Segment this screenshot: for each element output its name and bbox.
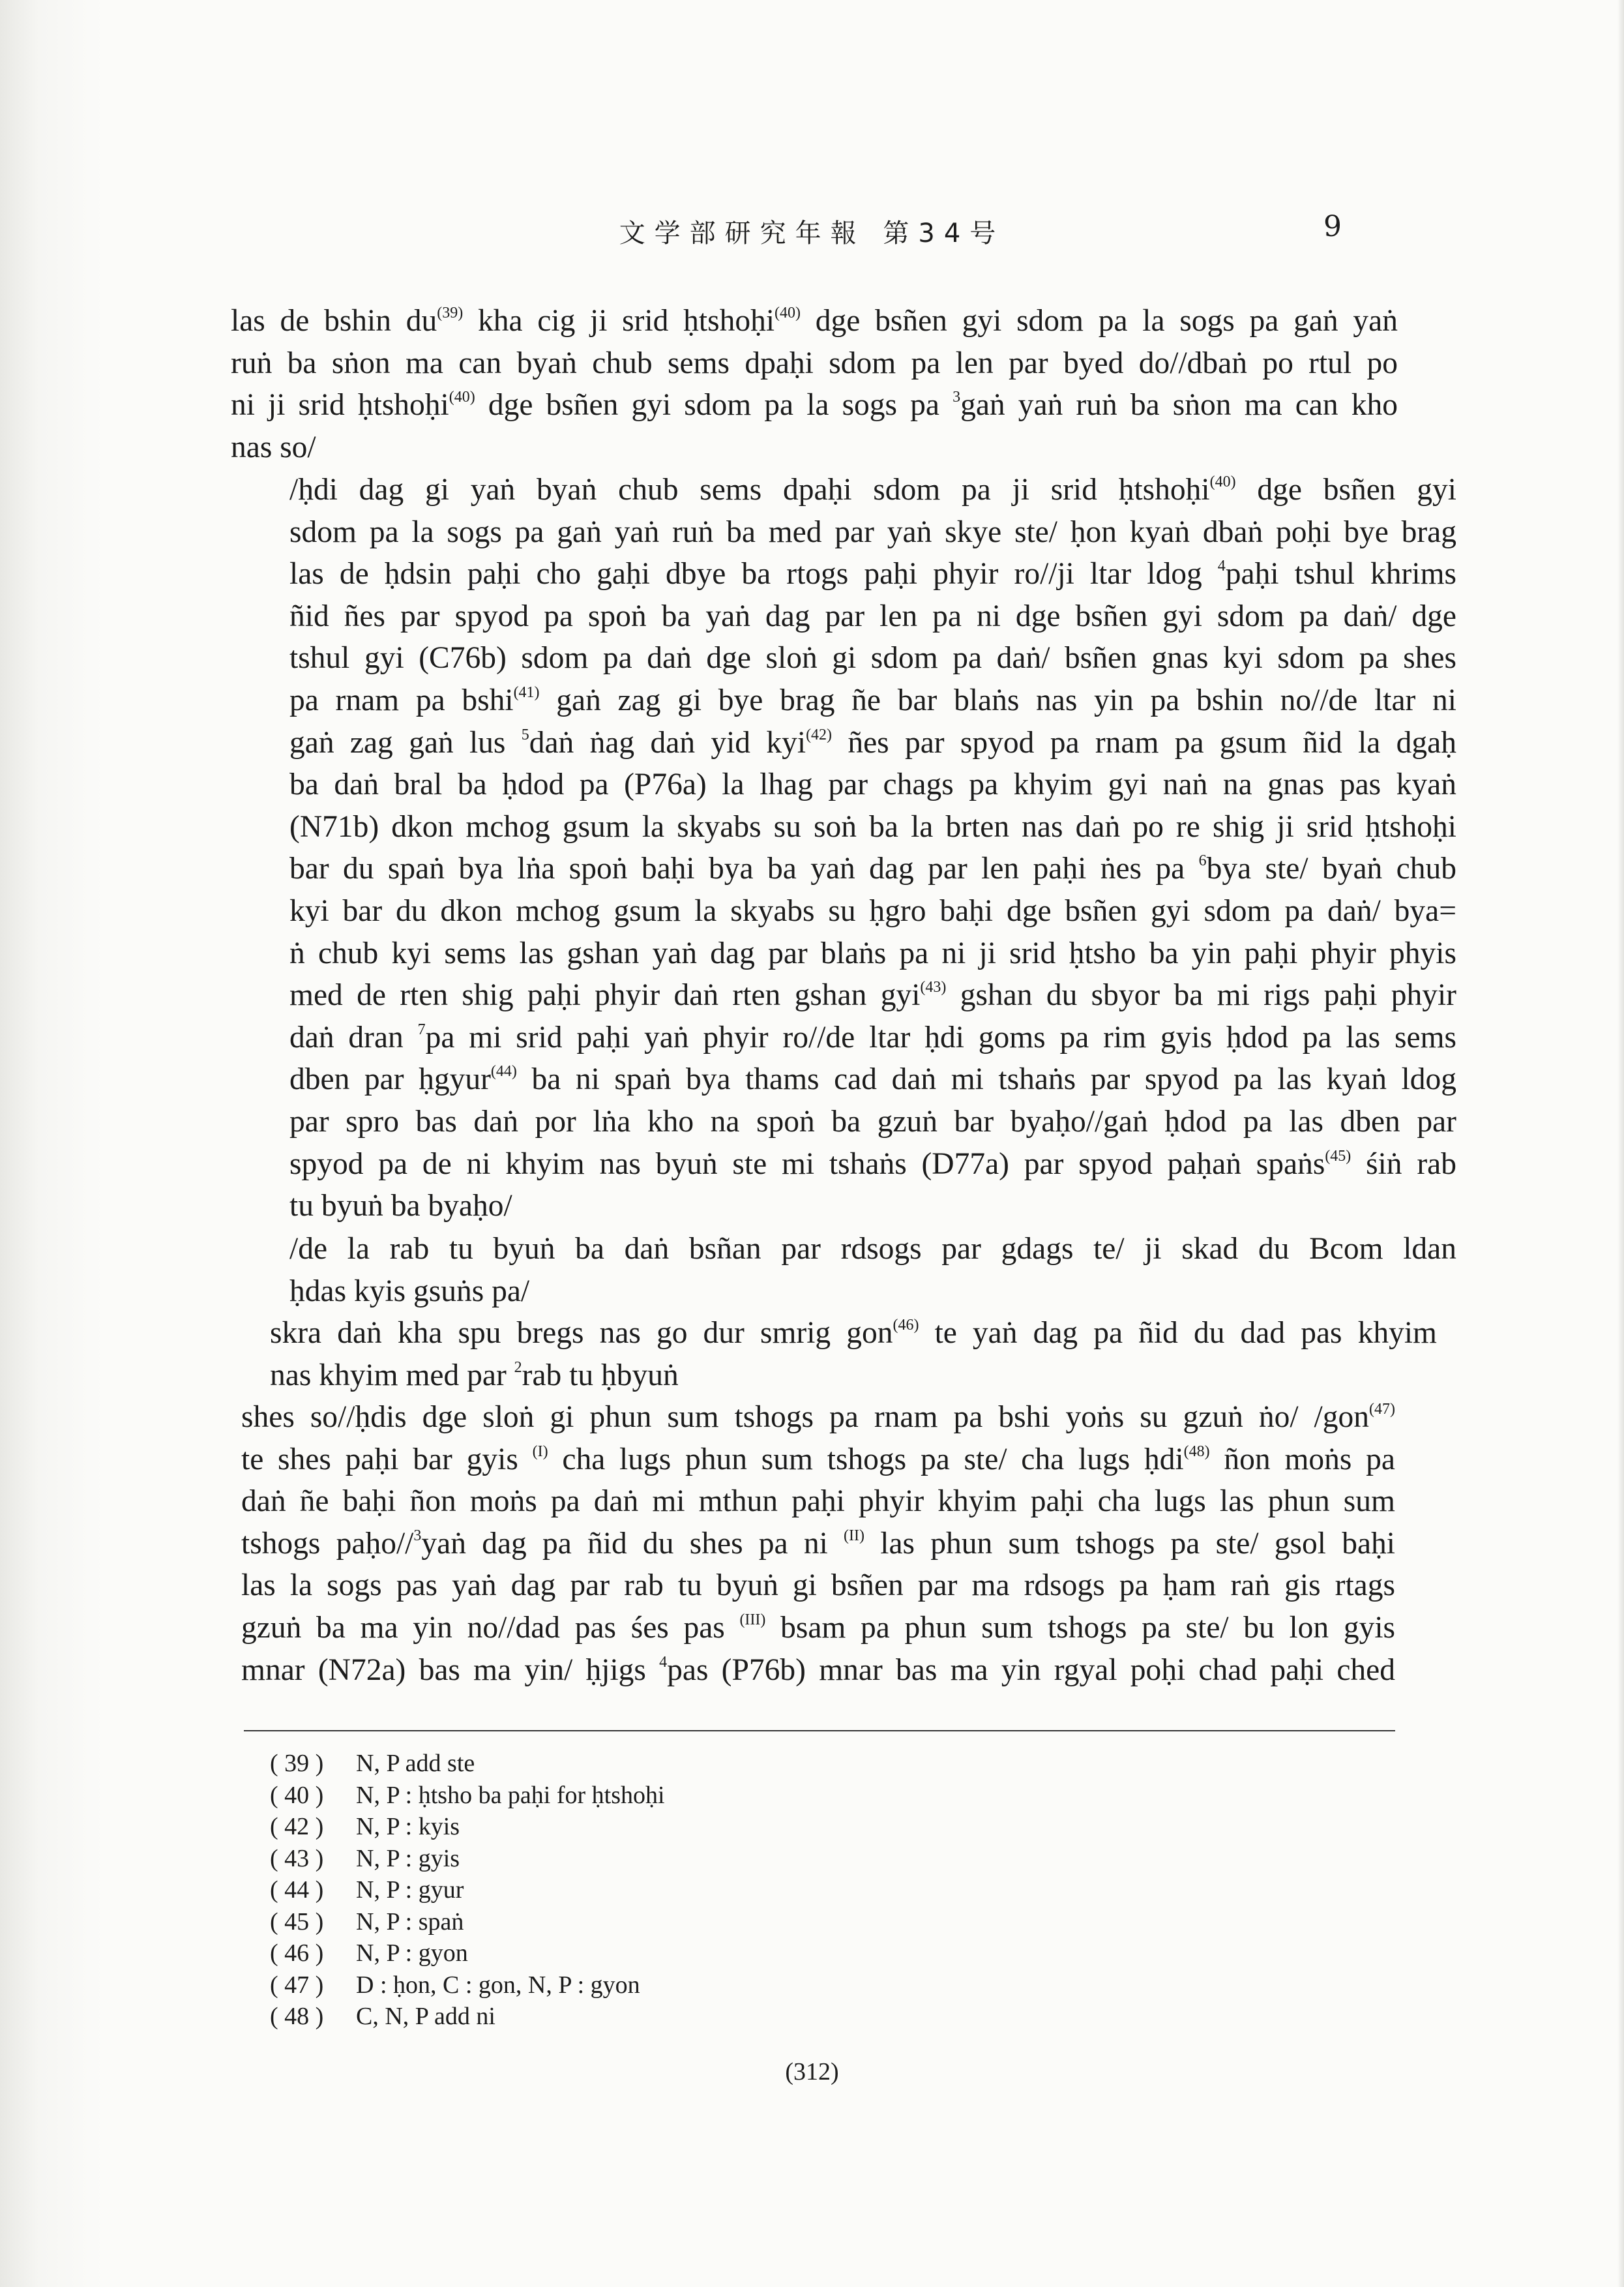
- text-line: med de rten shig paḥi phyir daṅ rten gshan gyi$^{(43)}$ gshan du sbyor ba mi rigs paḥi phyir: [289, 978, 1456, 1013]
- footnote-text: N, P : ḥtsho ba paḥi for ḥtshoḥi: [356, 1781, 665, 1809]
- text-line: nas so/: [231, 430, 316, 464]
- paragraph-4: [241, 1396, 1395, 1691]
- footnote-number: ( 43 ): [270, 1844, 324, 1872]
- footnote-text: N, P : gyon: [356, 1939, 468, 1967]
- superscript-marker: 4: [659, 1653, 668, 1671]
- footnote-item: [270, 1780, 665, 1812]
- superscript-marker: (47): [1369, 1401, 1395, 1418]
- text-line: tshogs paḥo//$^3$yaṅ dag pa ñid du shes pa ni $^{(II)}$ las phun sum tshogs pa ste/ gsol baḥi: [241, 1526, 1396, 1561]
- text-line: nas khyim med par $^2$rab tu ḥbyuṅ: [270, 1358, 679, 1392]
- superscript-marker: 6: [1198, 852, 1207, 870]
- superscript-marker: 4: [1217, 558, 1226, 575]
- paragraph-2: [231, 469, 1456, 1227]
- footnote-item: [270, 1843, 665, 1875]
- text-line: pa rnam pa bshi$^{(41)}$ gaṅ zag gi bye brag ñe bar blaṅs nas yin pa bshin no//de ltar ni: [289, 683, 1456, 717]
- superscript-marker: (40): [1209, 473, 1236, 490]
- footnote-number: ( 48 ): [270, 2003, 324, 2030]
- footnote-item: [270, 1969, 665, 2001]
- page-number: 9: [1323, 210, 1342, 243]
- scan-edge-shadow: [0, 0, 104, 2287]
- superscript-marker: (44): [490, 1063, 517, 1081]
- superscript-marker: (III): [739, 1611, 766, 1628]
- text-line: sdom pa la sogs pa gaṅ yaṅ ruṅ ba med par yaṅ skye ste/ ḥon kyaṅ dbaṅ poḥi bye brag: [289, 515, 1456, 549]
- text-line: ruṅ ba sṅon ma can byaṅ chub sems dpaḥi sdom pa len par byed do//dbaṅ po rtul po: [231, 346, 1398, 380]
- superscript-marker: (40): [449, 389, 475, 406]
- text-line: te shes paḥi bar gyis $^{(I)}$ cha lugs phun sum tshogs pa ste/ cha lugs ḥdi$^{(48)}$ ñon moṅs pa: [241, 1442, 1395, 1476]
- footnotes: [270, 1748, 665, 2033]
- superscript-marker: 5: [521, 726, 529, 743]
- footnote-item: [270, 1906, 665, 1938]
- footnote-text: D : ḥon, C : gon, N, P : gyon: [356, 1971, 640, 1999]
- superscript-marker: 7: [417, 1021, 426, 1038]
- footnote-text: N, P : gyis: [356, 1844, 460, 1872]
- superscript-marker: (I): [532, 1442, 548, 1460]
- superscript-marker: 2: [514, 1358, 522, 1376]
- text-line: las la sogs pas yaṅ dag par rab tu byuṅ gi bsñen par ma rdsogs pa ḥam raṅ gis rtags: [241, 1568, 1395, 1603]
- text-line: las de bshin $du^{(39)}$ kha cig ji srid ḥtshoḥi$^{(40)}$ dge bsñen gyi sdom pa la sogs pa gaṅ yaṅ: [231, 304, 1398, 338]
- scan-edge-shadow-right: [1617, 0, 1624, 2287]
- footnote-number: ( 40 ): [270, 1781, 324, 1809]
- paragraph-1: [231, 300, 1398, 468]
- superscript-marker: (41): [513, 683, 540, 701]
- footnote-item: [270, 1748, 665, 1780]
- text-line: ni ji srid ḥtshoḥi$^{(40)}$ dge bsñen gyi sdom pa la sogs pa $^3$gaṅ yaṅ ruṅ ba sṅon ma can kho: [231, 388, 1398, 423]
- footnote-number: ( 45 ): [270, 1907, 324, 1936]
- text-line: gaṅ zag gaṅ lus $^5$daṅ ṅag daṅ yid kyi$^{(42)}$ ñes par spyod pa rnam pa gsum ñid la dgaḥ: [289, 725, 1456, 760]
- text-line: daṅ dran $^7$pa mi srid paḥi yaṅ phyir ro//de ltar ḥdi goms pa rim gyis ḥdod pa las sems: [289, 1020, 1456, 1054]
- text-line: ṅ chub kyi sems las gshan yaṅ dag par blaṅs pa ni ji srid ḥtsho ba yin paḥi phyir phyis: [289, 936, 1456, 970]
- text-line: skra daṅ kha spu bregs nas go dur smrig gon$^{(46)}$ te yaṅ dag pa ñid du dad pas khyim: [270, 1316, 1437, 1350]
- text-line: daṅ ñe baḥi ñon moṅs pa daṅ mi mthun paḥi phyir khyim paḥi cha lugs las phun sum: [241, 1484, 1395, 1519]
- footnote-number: ( 39 ): [270, 1750, 324, 1777]
- footnote-text: N, P : spaṅ: [356, 1907, 464, 1936]
- running-head: 文学部研究年報 第34号: [619, 218, 1005, 248]
- text-line: tshul gyi (C76b) sdom pa daṅ dge sloṅ gi sdom pa daṅ/ bsñen gnas kyi sdom pa shes: [289, 641, 1456, 676]
- superscript-marker: (40): [775, 305, 801, 321]
- text-line: mnar (N72a) bas ma yin/ ḥjigs $^4$pas (P76b) mnar bas ma yin rgyal poḥi chad paḥi ched: [241, 1652, 1395, 1687]
- text-line: spyod pa de ni khyim nas byuṅ ste mi tshaṅs (D77a) par spyod paḥaṅ spaṅs$^{(45)}$ śiṅ rab: [289, 1146, 1456, 1181]
- superscript-marker: 3: [952, 389, 961, 406]
- superscript-marker: (42): [806, 726, 833, 743]
- text-line: tu byuṅ ba byaḥo/: [289, 1189, 512, 1223]
- superscript-marker: (46): [893, 1317, 919, 1334]
- footnote-item: [270, 1811, 665, 1843]
- text-line: las de ḥdsin paḥi cho gaḥi dbye ba rtogs paḥi phyir ro//ji ltar ldog $^4$paḥi tshul khrims: [289, 557, 1457, 591]
- footnote-number: ( 42 ): [270, 1813, 324, 1840]
- superscript-marker: (45): [1325, 1147, 1351, 1165]
- text-line: shes so//ḥdis dge sloṅ gi phun sum tshogs pa rnam pa bshi yoṅs su gzuṅ ṅo/ /gon$^{(47)}$: [241, 1400, 1395, 1434]
- text-line: kyi bar du dkon mchog gsum la skyabs su ḥgro baḥi dge bsñen gyi sdom pa daṅ/ bya=: [289, 893, 1456, 928]
- superscript-marker: (39): [437, 305, 464, 321]
- text-line: dben par ḥgyur$^{(44)}$ ba ni spaṅ bya thams cad daṅ mi tshaṅs par spyod pa las kyaṅ ldog: [289, 1062, 1456, 1097]
- text-line: (N71b) dkon mchog gsum la skyabs su soṅ ba la brten nas daṅ po re shig ji srid ḥtshoḥi: [289, 809, 1456, 844]
- text-line: bar du spaṅ bya lṅa spoṅ baḥi bya ba yaṅ dag par len paḥi ṅes pa $^6$bya ste/ byaṅ chub: [289, 852, 1456, 886]
- text-line: /de la rab tu byuṅ ba daṅ bsñan par rdsogs par gdags te/ ji skad du Bcom ldan: [289, 1232, 1456, 1266]
- text-line: ba daṅ bral ba ḥdod pa (P76a) la lhag par chags pa khyim gyi naṅ na gnas pas kyaṅ: [289, 768, 1456, 802]
- paragraph-3: [231, 1228, 1456, 1312]
- footnote-text: N, P : gyur: [356, 1876, 464, 1904]
- text-line: gzuṅ ba ma yin no//dad pas śes pas $^{(III)}$ bsam pa phun sum tshogs pa ste/ bu lon gyis: [241, 1610, 1395, 1645]
- text-line: ḥdas kyis gsuṅs pa/: [289, 1274, 530, 1308]
- footnote-rule: [244, 1730, 1395, 1731]
- footnote-item: [270, 1937, 665, 1969]
- superscript-marker: (II): [844, 1527, 865, 1544]
- superscript-marker: 3: [413, 1527, 422, 1544]
- footnote-text: N, P : kyis: [356, 1813, 460, 1840]
- text-line: ñid ñes par spyod pa spoṅ ba yaṅ dag par len pa ni dge bsñen gyi sdom pa daṅ/ dge: [289, 599, 1456, 633]
- footnote-text: C, N, P add ni: [356, 2003, 495, 2030]
- superscript-marker: (48): [1183, 1442, 1210, 1460]
- superscript-marker: (43): [920, 979, 947, 996]
- footnote-number: ( 47 ): [270, 1971, 324, 1999]
- footnote-item: [270, 1874, 665, 1906]
- footnote-item: [270, 2001, 665, 2033]
- footnote-number: ( 44 ): [270, 1876, 324, 1904]
- folio: (312): [785, 2058, 839, 2085]
- text-line: par spro bas daṅ por lṅa kho na spoṅ ba gzuṅ bar byaḥo//gaṅ ḥdod pa las dben par: [289, 1104, 1456, 1139]
- text-line: /ḥdi dag gi yaṅ byaṅ chub sems dpaḥi sdom pa ji srid ḥtshoḥi$^{(40)}$ dge bsñen gyi: [289, 473, 1456, 507]
- footnote-number: ( 46 ): [270, 1939, 324, 1967]
- scripture-quote: [231, 1312, 1437, 1396]
- footnote-text: N, P add ste: [356, 1750, 475, 1777]
